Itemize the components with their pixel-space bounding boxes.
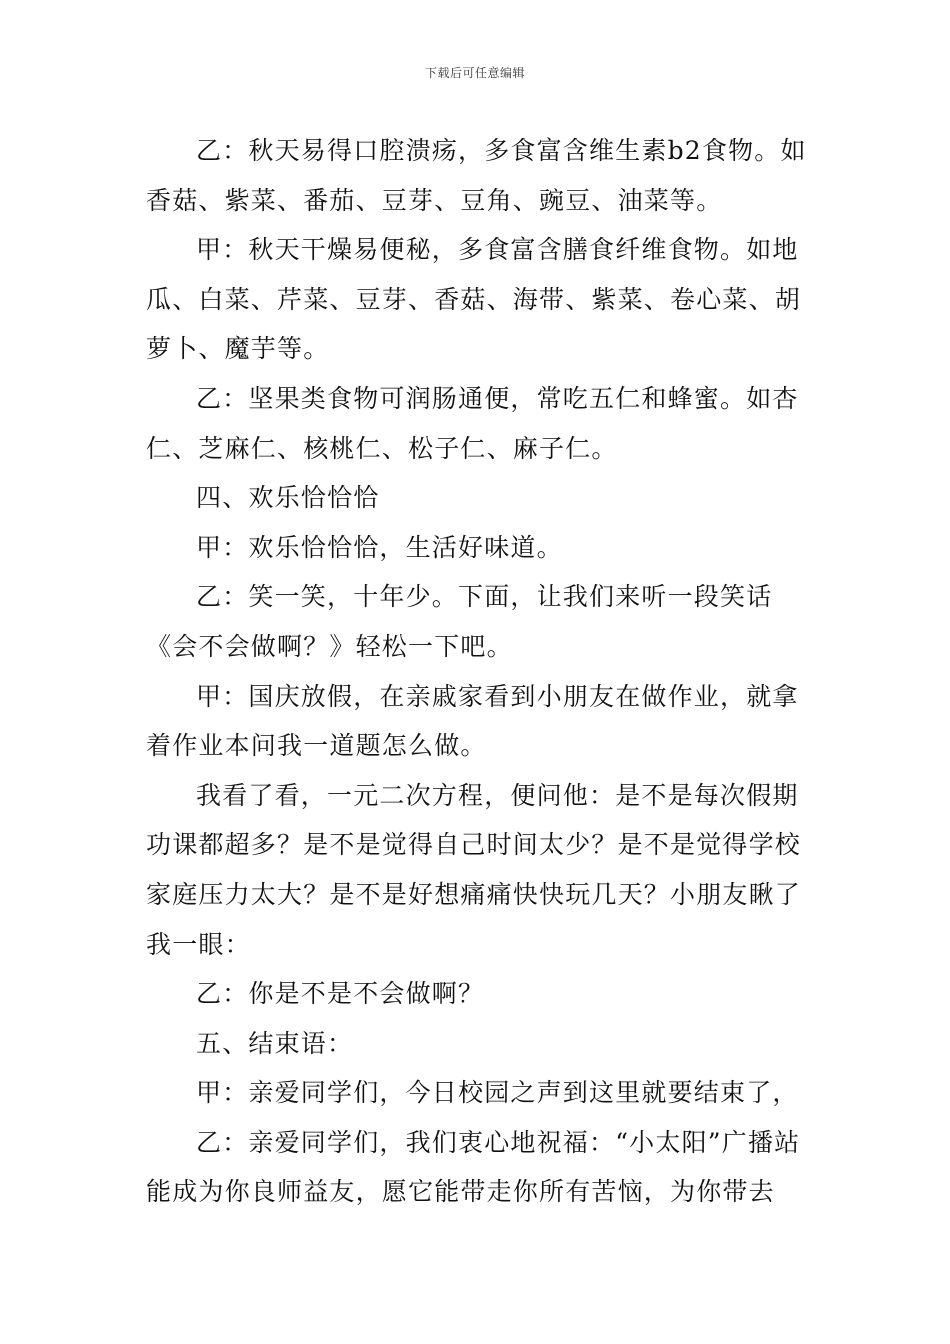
paragraph: 甲：欢乐恰恰恰，生活好味道。	[196, 532, 563, 562]
document-body	[146, 126, 810, 1217]
paragraph: 我看了看，一元二次方程，便问他：是不是每次假期功课都超多？是不是觉得自己时间太少？是不是觉得学校家庭压力太大？是不是好想痛痛快快玩几天？小朋友瞅了我一眼：	[146, 780, 802, 959]
page-header-note: 下载后可任意编辑	[424, 66, 525, 80]
paragraph: 甲：国庆放假，在亲戚家看到小朋友在做作业，就拿着作业本问我一道题怎么做。	[146, 681, 799, 761]
section-heading: 四、欢乐恰恰恰	[196, 483, 380, 513]
paragraph: 乙：亲爱同学们，我们衷心地祝福：“小太阳”广播站能成为你良师益友，愿它能带走你所有苦恼，为你带去	[146, 1127, 801, 1207]
section-heading: 五、结束语：	[196, 1028, 354, 1058]
paragraph: 甲：秋天干燥易便秘，多食富含膳食纤维食物。如地瓜、白菜、芹菜、豆芽、香菇、海带、紫菜、卷心菜、胡萝卜、魔芋等。	[146, 235, 802, 364]
paragraph: 乙：笑一笑，十年少。下面，让我们来听一段笑话《会不会做啊？》轻松一下吧。	[146, 582, 773, 661]
paragraph: 乙：坚果类食物可润肠通便，常吃五仁和蜂蜜。如杏仁、芝麻仁、核桃仁、松子仁、麻子仁。	[146, 383, 799, 463]
paragraph: 甲：亲爱同学们，今日校园之声到这里就要结束了，	[196, 1078, 799, 1108]
paragraph: 乙：你是不是不会做啊？	[196, 979, 485, 1009]
paragraph: 乙：秋天易得口腔溃疡，多食富含维生素b2食物。如香菇、紫菜、番茄、豆芽、豆角、豌豆、油菜等。	[146, 136, 807, 215]
